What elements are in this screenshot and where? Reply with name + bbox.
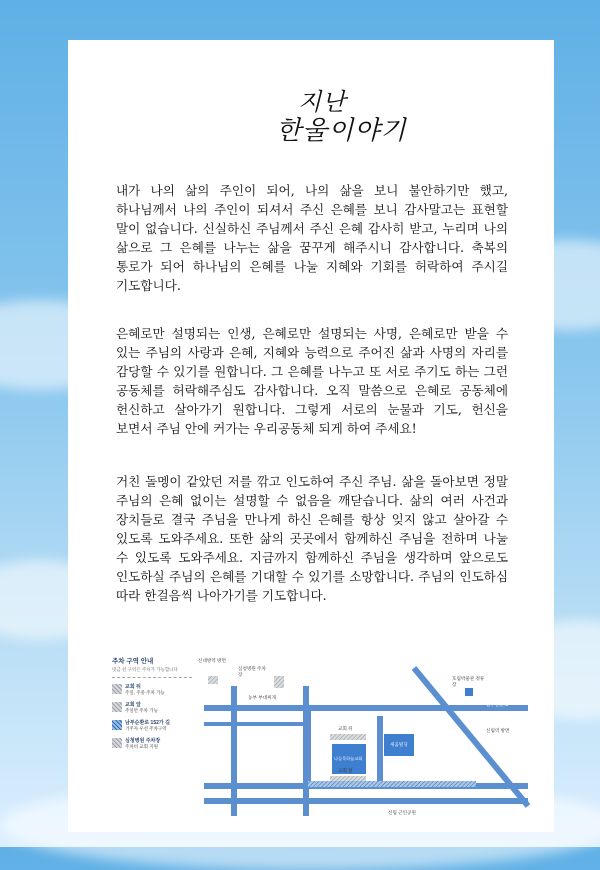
title-line-2: 한울이야기 (276, 116, 407, 146)
title-calligraphy (276, 80, 407, 150)
label-nanggok: 난곡로 (225, 736, 230, 750)
label-church-back: 교회 뒤 (338, 726, 353, 731)
map-roads (68, 616, 554, 826)
legend-item-desc: 주일만 주차 가능 (125, 708, 158, 713)
label-sindaebang: 신대방역 방면 (198, 658, 226, 663)
legend-item-desc: 주차비 교회 지원 (125, 744, 158, 749)
label-gwanak-museum: 호림박물관 정류장 (452, 676, 485, 687)
simcheong-parking (274, 676, 284, 688)
legend-subtitle: 빗금 친 구역은 주차가 가능합니다 (112, 667, 178, 672)
legend-item-desc: 주일, 주중 주차 가능 (125, 690, 165, 695)
legend-item-desc: 거주자 우선 주차구역 (125, 726, 167, 731)
label-sillim-park: 신림 근린공원 (388, 810, 416, 815)
paragraph-3: 거친 돌멩이 같았던 저를 깎고 인도하여 주신 주님. 삶을 돌아보면 정말 주님의 은혜 없이는 설명할 수 없음을 깨닫습니다. 삶의 여러 사건과 장치들로 결국 주님을 만나게 하신 은혜를 항상 잊지 않고 살아갈 수 있도록 도와주세요. 또한 삶의 곳곳에서 함께하신 주님을 전하며 나눌 수 있도록 도와주세요. 지금까지 함께하신 주님을 생각하며 앞으로도 인도하실 주님의 은혜를 기대할 수 있기를 소망합니다. 주님의 인도하심 따라 한걸음씩 나아가기를 기도합니다. (116, 474, 508, 603)
label-church: 나들목하늘교회 (334, 756, 363, 761)
label-nambu-road: 남부순환로 (486, 702, 509, 707)
legend-item-name: 교회 앞 (125, 702, 141, 708)
label-nambu-bupyo: 농부 부대찌개 (248, 695, 276, 700)
legend-title: 주차 구역 안내 (112, 658, 154, 665)
page-card (68, 40, 554, 832)
legend-item-name: 심청병원 주차장 (125, 738, 161, 744)
church-back-parking (330, 734, 366, 740)
label-simcheong: 심청병원 주차장 (238, 666, 266, 677)
parking-map (68, 616, 554, 826)
paragraph-2: 은혜로만 설명되는 인생, 은혜로만 설명되는 사명, 은혜로만 받을 수 있는 주님의 사랑과 은혜, 지혜와 능력으로 주어진 삶과 사명의 자리를 감당할 수 있기를 원합니다. 그 은혜를 나누고 또 서로 주기도 하는 그런 공동체를 허락해주심도 감사합니다. 오직 말씀으로 은혜로 공동체에 헌신하고 살아가기 원합니다. 그렇게 서로의 눈물과 기도, 헌신을 보면서 주님 안에 커가는 우리공동체 되게 하여 주세요! (116, 326, 508, 436)
legend-item-name: 교회 뒤 (125, 684, 141, 690)
paragraph-1: 내가 나의 삶의 주인이 되어, 나의 삶을 보니 불안하기만 했고, 하나님께서 나의 주인이 되셔서 주신 은혜를 보니 감사말고는 표현할 말이 없습니다. 신실하신 주님께서 주신 은혜 감사히 받고, 누리며 나의 삶으로 그 은혜를 나누는 삶을 꿈꾸게 해주시니 감사합니다. 축복의 통로가 되어 하나님의 은혜를 나눌 지혜와 기회를 허락하여 주시길 기도합니다. (116, 183, 508, 293)
road-network (204, 668, 528, 816)
nambu-152-parking (308, 781, 476, 787)
parking-area (208, 676, 218, 684)
legend-item-name: 남부순환로 152가 길 (125, 720, 170, 726)
label-church-front: 교회 앞 (338, 768, 353, 773)
title-line-1: 지난 (298, 88, 347, 116)
bus-stop-icon (465, 688, 473, 696)
label-saeum: 새움빌딩 (390, 742, 408, 747)
label-sillim-station: 신림역 방면 (486, 728, 510, 733)
